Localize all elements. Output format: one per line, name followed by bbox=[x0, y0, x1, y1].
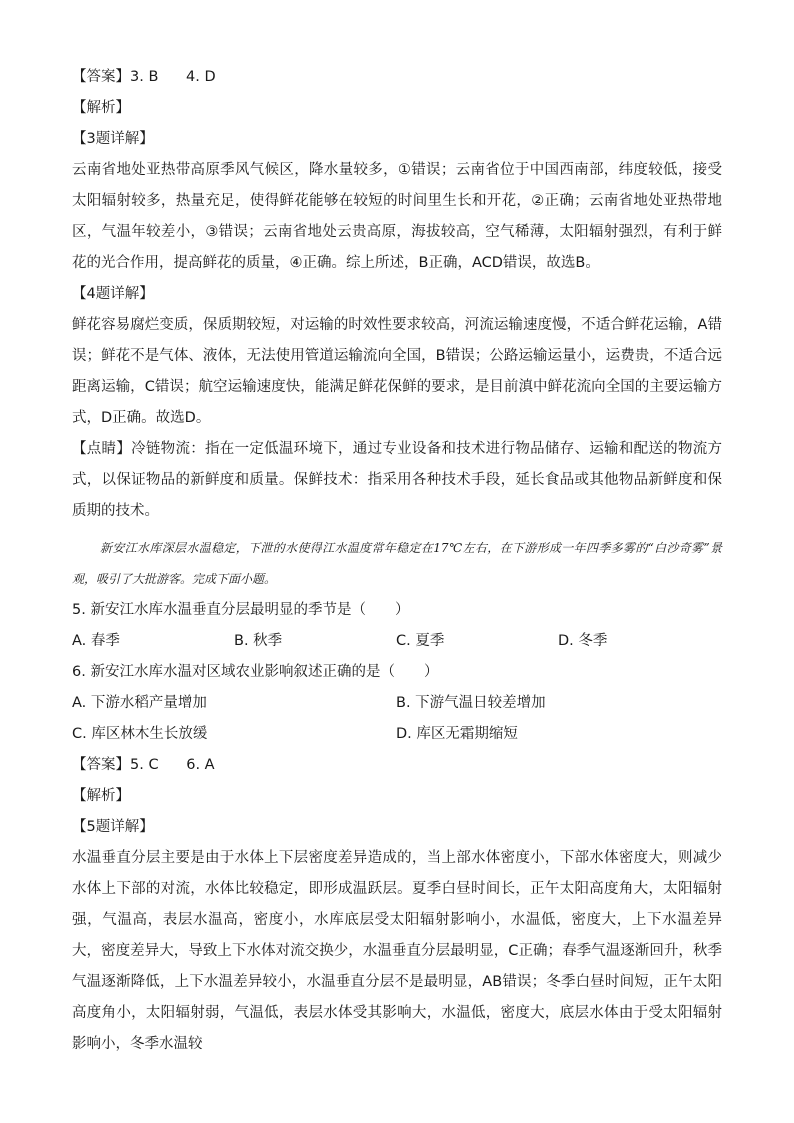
answer-tag: 【答案】 bbox=[72, 69, 130, 85]
q5-option-b: B. 秋季 bbox=[234, 633, 283, 649]
answer-text-2: 5. C 6. A bbox=[130, 757, 215, 773]
answer-tag-2: 【答案】 bbox=[72, 757, 130, 773]
q4-detail-heading: 【4题详解】 bbox=[72, 286, 154, 302]
q5-detail-text: 水温垂直分层主要是由于水体上下层密度差异造成的，当上部水体密度小，下部水体密度大，则减少水体上下部的对流，水体比较稳定，即形成温跃层。夏季白昼时间长，正午太阳高度角大，太阳辐射强，气温高，表层水温高，密度小，水库底层受太阳辐射影响小，水温低，密度大，上下水温差异大，密度差异大，导致上下水体对流交换少，水温垂直分层最明显，C正确；春季气温逐渐回升，秋季气温逐渐降低，上下水温差异较小，水温垂直分层不是最明显，AB错误；冬季白昼时间短，正午太阳高度角小，太阳辐射弱，气温低，表层水体受其影响大，水温低，密度大，底层水体由于受太阳辐射影响小，冬季水温较 bbox=[72, 850, 722, 1052]
document-page bbox=[72, 62, 722, 1060]
q6-option-d: D. 库区无霜期缩短 bbox=[396, 726, 518, 742]
q5-stem: 5. 新安江水库水温垂直分层最明显的季节是（ ） bbox=[72, 602, 410, 618]
q6-stem: 6. 新安江水库水温对区域农业影响叙述正确的是（ ） bbox=[72, 664, 439, 680]
q6-options-row2 bbox=[72, 719, 722, 750]
q6-option-a: A. 下游水稻产量增加 bbox=[72, 695, 207, 711]
q3-detail-heading: 【3题详解】 bbox=[72, 131, 154, 147]
q5-option-c: C. 夏季 bbox=[396, 633, 445, 649]
q5-detail-heading: 【5题详解】 bbox=[72, 819, 154, 835]
q5-options bbox=[72, 626, 722, 657]
q6-options-row1 bbox=[72, 688, 722, 719]
answer-line-2 bbox=[72, 750, 722, 781]
q3-detail-text: 云南省地处亚热带高原季风气候区，降水量较多，①错误；云南省位于中国西南部，纬度较低，接受太阳辐射较多，热量充足，使得鲜花能够在较短的时间里生长和开花，②正确；云南省地处亚热带地区，气温年较差小，③错误；云南省地处云贵高原，海拔较高，空气稀薄，太阳辐射强烈，有利于鲜花的光合作用，提高鲜花的质量，④正确。综上所述，B正确，ACD错误，故选B。 bbox=[72, 162, 722, 271]
material-intro: 新安江水库深层水温稳定，下泄的水使得江水温度常年稳定在17℃左右，在下游形成一年四季多雾的“白沙奇雾”景观，吸引了大批游客。完成下面小题。 bbox=[72, 541, 722, 586]
analysis-heading-2: 【解析】 bbox=[72, 788, 130, 804]
q5-option-d: D. 冬季 bbox=[558, 633, 608, 649]
answer-text: 3. B 4. D bbox=[130, 69, 216, 85]
q4-detail-text: 鲜花容易腐烂变质，保质期较短，对运输的时效性要求较高，河流运输速度慢，不适合鲜花运输，A错误；鲜花不是气体、液体，无法使用管道运输流向全国，B错误；公路运输运量小，运费贵，不适合远距离运输，C错误；航空运输速度快，能满足鲜花保鲜的要求，是目前滇中鲜花流向全国的主要运输方式，D正确。故选D。 bbox=[72, 317, 722, 426]
q5-option-a: A. 春季 bbox=[72, 633, 120, 649]
answer-line-1 bbox=[72, 62, 722, 93]
remark-text: 【点睛】冷链物流：指在一定低温环境下，通过专业设备和技术进行物品储存、运输和配送的物流方式，以保证物品的新鲜度和质量。保鲜技术：指采用各种技术手段，延长食品或其他物品新鲜度和保质期的技术。 bbox=[72, 441, 722, 519]
q6-option-b: B. 下游气温日较差增加 bbox=[396, 695, 546, 711]
analysis-heading-1: 【解析】 bbox=[72, 100, 130, 116]
q6-option-c: C. 库区林木生长放缓 bbox=[72, 726, 208, 742]
